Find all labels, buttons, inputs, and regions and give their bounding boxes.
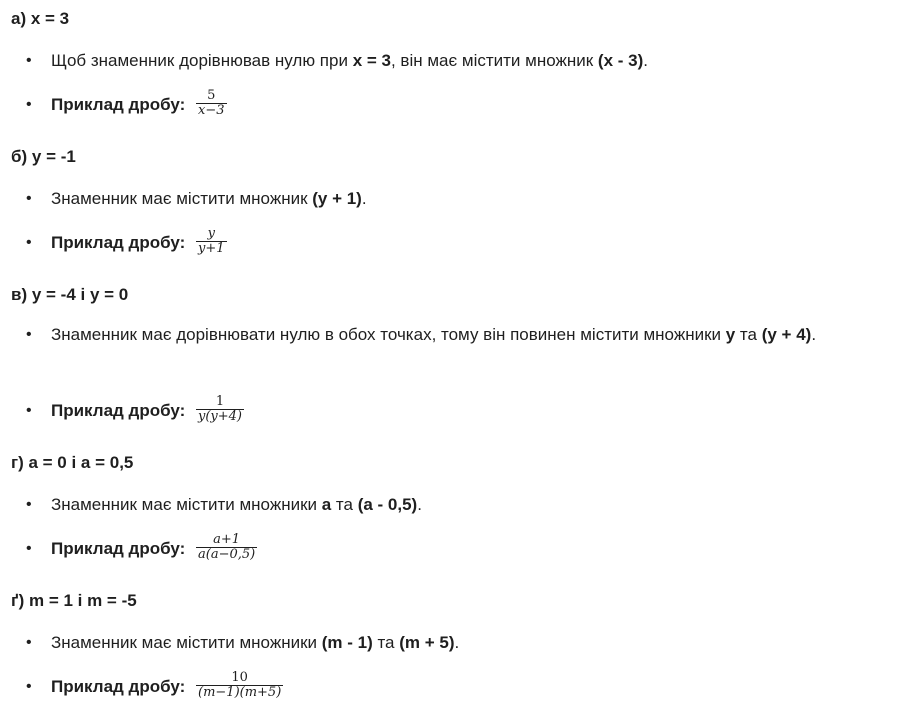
section-heading-h: г) a = 0 і a = 0,5 bbox=[11, 453, 134, 472]
bullet-condition-h: • Знаменник має містити множники a та (a - 0,5). bbox=[51, 488, 889, 521]
fraction-numerator: 10 bbox=[231, 670, 248, 686]
section-heading-g: ґ) m = 1 і m = -5 bbox=[11, 591, 137, 610]
example-label: Приклад дробу: bbox=[51, 95, 186, 114]
bullet-condition-v: • Знаменник має дорівнювати нулю в обох точках, тому він повинен містити множники y та (y + 4). bbox=[51, 318, 889, 351]
example-label: Приклад дробу: bbox=[51, 677, 186, 696]
fraction-numerator: 5 bbox=[207, 88, 216, 104]
bullet-condition-g: • Знаменник має містити множники (m - 1) та (m + 5). bbox=[51, 626, 889, 659]
fraction-numerator: 1 bbox=[215, 394, 225, 410]
fraction-v bbox=[196, 395, 244, 424]
example-label: Приклад дробу: bbox=[51, 539, 186, 558]
bullet-example-h bbox=[51, 532, 889, 565]
section-heading-v: в) y = -4 і y = 0 bbox=[11, 285, 129, 304]
fraction-denominator: y+1 bbox=[198, 241, 225, 257]
bullet-example-a bbox=[51, 88, 889, 121]
section-heading-a: а) x = 3 bbox=[11, 9, 70, 28]
example-label: Приклад дробу: bbox=[51, 233, 186, 252]
bullet-example-b bbox=[51, 226, 889, 259]
fraction-numerator: y bbox=[207, 226, 215, 242]
section-heading-b: б) y = -1 bbox=[11, 147, 76, 166]
fraction-g bbox=[196, 671, 283, 700]
fraction-numerator: a+1 bbox=[213, 532, 241, 548]
fraction-a bbox=[196, 89, 227, 118]
bullet-condition-a: • Щоб знаменник дорівнював нулю при x = 3, він має містити множник (x - 3). bbox=[51, 44, 889, 77]
fraction-denominator: y(y+4) bbox=[198, 409, 242, 425]
fraction-denominator: x−3 bbox=[198, 103, 225, 119]
fraction-denominator: (m−1)(m+5) bbox=[198, 685, 282, 701]
bullet-example-v bbox=[51, 394, 889, 427]
fraction-denominator: a(a−0,5) bbox=[198, 547, 256, 563]
bullet-example-g bbox=[51, 670, 889, 703]
fraction-h bbox=[196, 533, 257, 562]
bullet-condition-b: • Знаменник має містити множник (y + 1). bbox=[51, 182, 889, 215]
fraction-b bbox=[196, 227, 227, 256]
example-label: Приклад дробу: bbox=[51, 401, 186, 420]
